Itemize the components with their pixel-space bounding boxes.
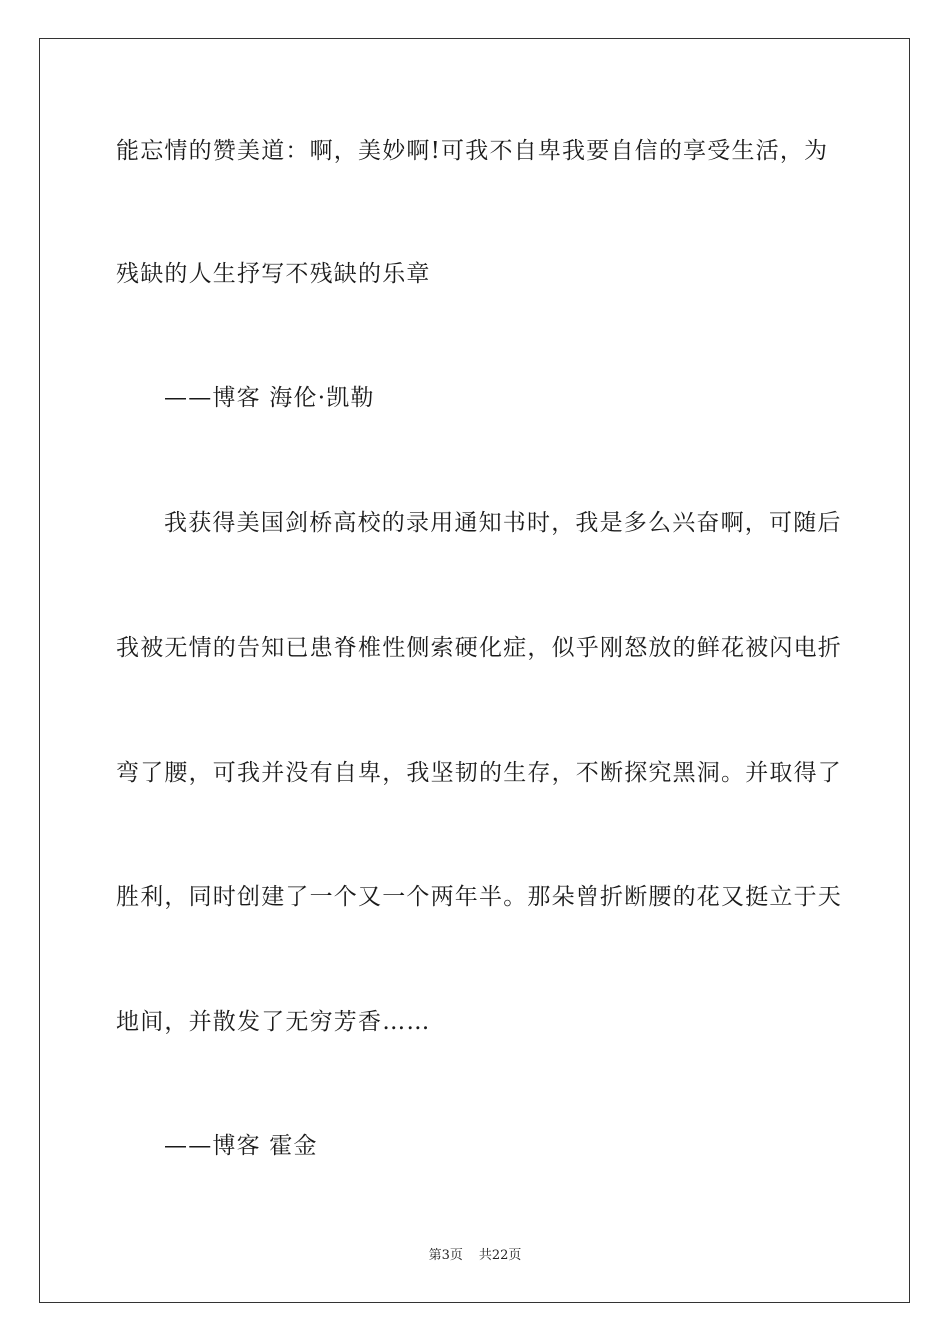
body-text-line: 我获得美国剑桥高校的录用通知书时，我是多么兴奋啊，可随后 [164,510,842,536]
body-text-line: 能忘情的赞美道：啊，美妙啊!可我不自卑我要自信的享受生活，为 [116,138,829,164]
page-number: 第3页 [428,1248,463,1263]
body-text-line: 弯了腰，可我并没有自卑，我坚韧的生存，不断探究黑洞。并取得了 [116,760,842,786]
body-text-line: 我被无情的告知已患脊椎性侧索硬化症，似乎刚怒放的鲜花被闪电折 [116,635,842,661]
body-text-line: 地间，并散发了无穷芳香…… [116,1009,431,1035]
attribution-helen-keller: ——博客 海伦·凯勒 [164,385,375,411]
page-footer [0,1247,950,1265]
page-total: 共22页 [478,1248,522,1263]
body-text-line: 胜利，同时创建了一个又一个两年半。那朵曾折断腰的花又挺立于天 [116,884,842,910]
page-border [39,38,910,1303]
body-text-line: 残缺的人生抒写不残缺的乐章 [116,261,431,287]
attribution-hawking: ——博客 霍金 [164,1133,318,1159]
